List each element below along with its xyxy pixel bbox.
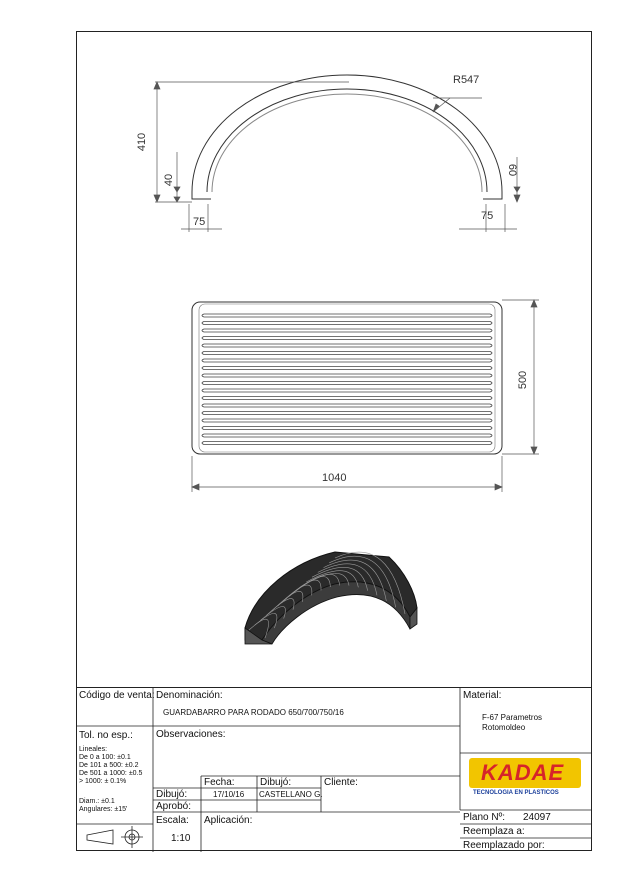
escala-value: 1:10 bbox=[171, 833, 191, 844]
material-value-1: F-67 Parametros bbox=[482, 713, 543, 722]
tolerance-line: De 501 a 1000: ±0.5 bbox=[79, 770, 143, 777]
material-value-2: Rotomoldeo bbox=[482, 723, 526, 732]
tolerance-line: > 1000: ± 0.1% bbox=[79, 778, 127, 785]
panel-rib bbox=[202, 322, 492, 325]
fecha-label: Fecha: bbox=[204, 777, 235, 788]
logo-tagline: TECNOLOGIA EN PLASTICOS bbox=[473, 790, 559, 796]
panel-rib bbox=[202, 314, 492, 317]
plano-value: 24097 bbox=[523, 812, 551, 823]
panel-rib bbox=[202, 442, 492, 445]
kadae-logo bbox=[467, 758, 585, 806]
dim-right-end-width: 75 bbox=[481, 210, 494, 222]
technical-drawing bbox=[77, 32, 593, 692]
title-block bbox=[77, 687, 591, 852]
cliente-label: Cliente: bbox=[324, 777, 358, 788]
dibujo-header: Dibujó: bbox=[260, 777, 292, 788]
fender-3d-view bbox=[245, 552, 417, 644]
dibujo-label: Dibujó: bbox=[156, 789, 188, 800]
panel-rib bbox=[202, 337, 492, 340]
dim-left-end-width: 75 bbox=[193, 216, 206, 228]
dibujo-fecha: 17/10/16 bbox=[213, 790, 245, 799]
tolerance-line: Diam.: ±0.1 bbox=[79, 798, 115, 805]
panel-rib bbox=[202, 412, 492, 415]
dibujo-name: CASTELLANO G. bbox=[259, 790, 323, 799]
logo-name: KADAE bbox=[481, 760, 565, 785]
material-label: Material: bbox=[463, 690, 502, 701]
tol-label: Tol. no esp.: bbox=[79, 730, 133, 741]
dim-right-end-height: 60 bbox=[506, 163, 519, 177]
tolerance-line: De 0 a 100: ±0.1 bbox=[79, 754, 131, 761]
plano-label: Plano Nº: bbox=[463, 812, 506, 823]
panel-rib bbox=[202, 397, 492, 400]
panel-rib bbox=[202, 427, 492, 430]
codigo-venta-label: Código de venta: bbox=[79, 690, 155, 701]
drawing-sheet bbox=[76, 31, 592, 851]
escala-label: Escala: bbox=[156, 815, 189, 826]
panel-rib bbox=[202, 434, 492, 437]
arch-front-view bbox=[192, 75, 502, 199]
denominacion-value: GUARDABARRO PARA RODADO 650/700/750/16 bbox=[163, 708, 344, 717]
panel-rib bbox=[202, 404, 492, 407]
tolerance-line: Lineales: bbox=[79, 746, 108, 753]
tolerance-line: De 101 a 500: ±0.2 bbox=[79, 762, 139, 769]
reemplaza-label: Reemplaza a: bbox=[463, 826, 525, 837]
dim-radius: R547 bbox=[453, 74, 480, 86]
panel-ribs bbox=[202, 314, 492, 445]
panel-rib bbox=[202, 389, 492, 392]
panel-rib bbox=[202, 382, 492, 385]
panel-top-view bbox=[192, 302, 502, 454]
tolerance-list bbox=[79, 746, 142, 786]
panel-rib bbox=[202, 344, 492, 347]
panel-rib bbox=[202, 374, 492, 377]
arch-dimensions bbox=[154, 82, 520, 232]
panel-rib bbox=[202, 419, 492, 422]
panel-rib bbox=[202, 329, 492, 332]
observaciones-label: Observaciones: bbox=[156, 729, 226, 740]
reemplazado-label: Reemplazado por: bbox=[463, 840, 545, 851]
panel-rib bbox=[202, 352, 492, 355]
dim-length: 1040 bbox=[322, 472, 347, 484]
projection-symbol-icon bbox=[87, 826, 143, 848]
panel-rib bbox=[202, 359, 492, 362]
aplicacion-label: Aplicación: bbox=[204, 815, 253, 826]
aprobo-label: Aprobó: bbox=[156, 801, 192, 812]
dim-height: 410 bbox=[136, 132, 149, 152]
denominacion-label: Denominación: bbox=[156, 690, 223, 701]
tolerance-angular-list bbox=[79, 798, 127, 814]
panel-rib bbox=[202, 367, 492, 370]
tolerance-line: Angulares: ±15' bbox=[79, 806, 128, 813]
dim-width: 500 bbox=[517, 370, 530, 390]
dim-left-end-height: 40 bbox=[163, 173, 176, 187]
